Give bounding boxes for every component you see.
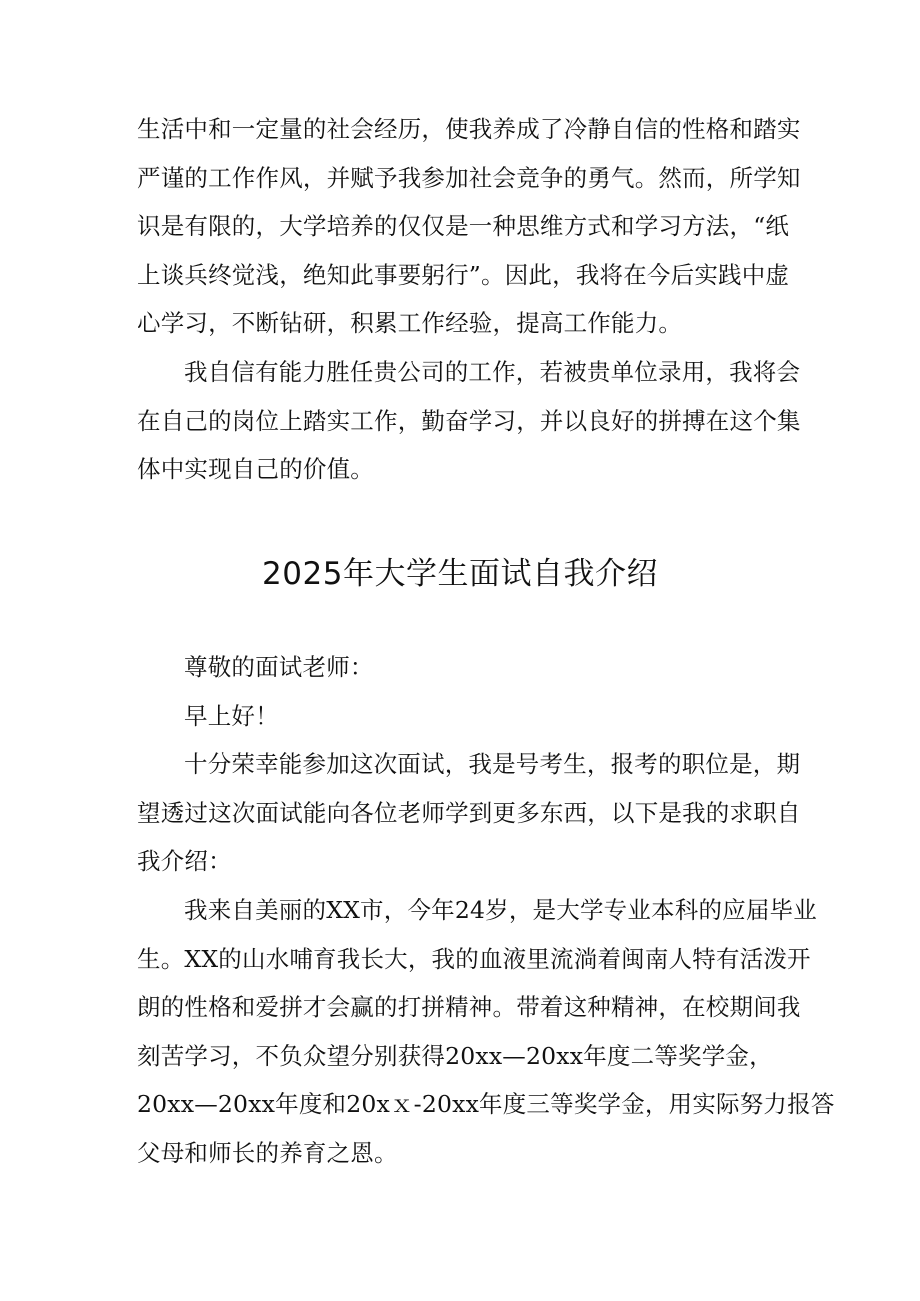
text-line: 严谨的工作作风，并赋予我参加社会竞争的勇气。然而，所学知 xyxy=(137,163,801,192)
text-line: 我自信有能力胜任贵公司的工作，若被贵单位录用，我将会 xyxy=(184,357,801,386)
text-line: 生。XX的山水哺育我长大，我的血液里流淌着闽南人特有活泼开 xyxy=(137,944,811,973)
text-line: 在自己的岗位上踏实工作，勤奋学习，并以良好的拼搏在这个集 xyxy=(137,406,801,435)
text-line: 上谈兵终觉浅，绝知此事要躬行”。因此，我将在今后实践中虚 xyxy=(137,260,790,289)
text-line: 十分荣幸能参加这次面试，我是号考生，报考的职位是，期 xyxy=(184,750,801,779)
paragraph-block-2 xyxy=(137,643,835,1178)
text-line: 父母和师长的养育之恩。 xyxy=(137,1138,398,1167)
text-line: 识是有限的，大学培养的仅仅是一种思维方式和学习方法，“纸 xyxy=(137,212,790,241)
text-line: 我介绍： xyxy=(137,847,232,876)
paragraph-block-1 xyxy=(137,105,801,494)
text-line: 体中实现自己的价值。 xyxy=(137,455,374,484)
text-line: 刻苦学习，不负众望分别获得20xx—20xx年度二等奖学金， xyxy=(137,1041,773,1070)
text-line: 20xx—20xx年度和20xｘ-20xx年度三等奖学金，用实际努力报答 xyxy=(137,1090,835,1119)
text-line: 尊敬的面试老师： xyxy=(184,653,374,681)
text-line: 生活中和一定量的社会经历，使我养成了冷静自信的性格和踏实 xyxy=(137,115,801,143)
text-line: 望透过这次面试能向各位老师学到更多东西，以下是我的求职自 xyxy=(137,798,801,827)
text-line: 早上好！ xyxy=(184,701,279,730)
document-title: 2025年大学生面试自我介绍 xyxy=(262,556,658,592)
text-line: 朗的性格和爱拼才会赢的打拼精神。带着这种精神，在校期间我 xyxy=(137,993,801,1022)
text-line: 心学习，不断钻研，积累工作经验，提高工作能力。 xyxy=(137,309,683,338)
text-line: 我来自美丽的XX市，今年24岁，是大学专业本科的应届毕业 xyxy=(184,895,817,924)
